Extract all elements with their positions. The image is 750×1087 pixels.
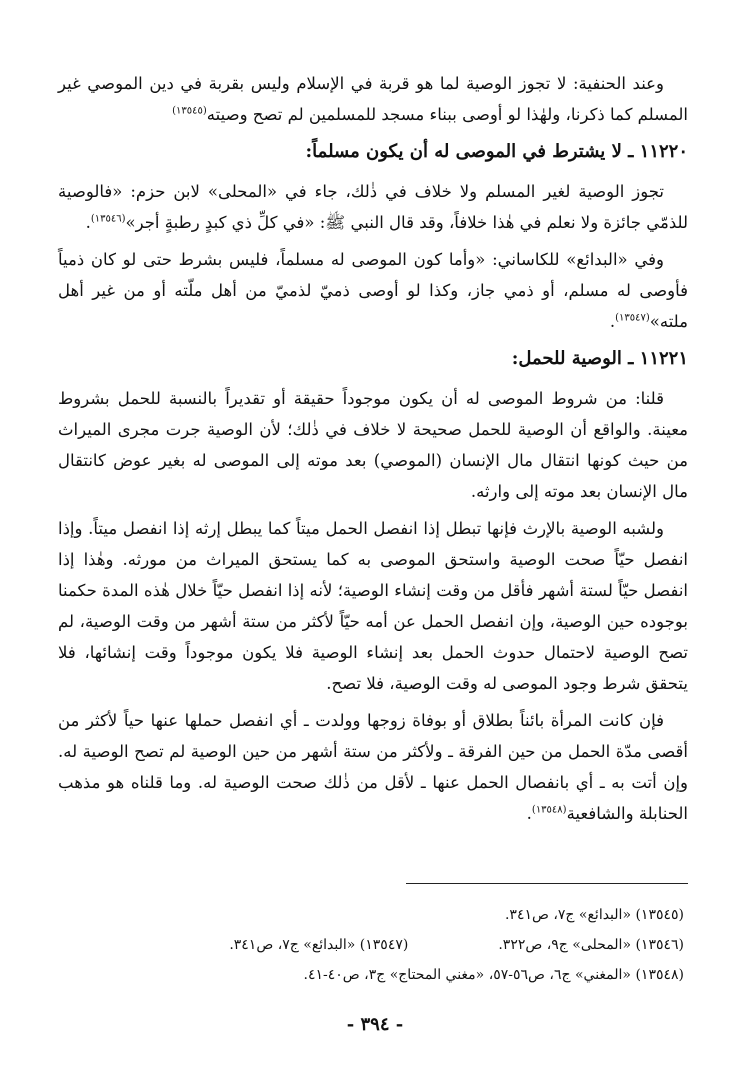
footnote-13545: (١٣٥٤٥) «البدائع» ج٧، ص٣٤١.	[504, 907, 684, 923]
footnote-row	[58, 960, 684, 990]
section-heading-11220: ١١٢٢٠ ـ لا يشترط في الموصى له أن يكون مسلماً:	[305, 141, 688, 162]
paragraph-conditions: قلنا: من شروط الموصى له أن يكون موجوداً حقيقة أو تقديراً بالنسبة للحمل بشروط معينة. والواقع أن الوصية للحمل صحيحة لا خلاف في ذٰلك؛ لأن الوصية جرت مجرى الميراث من حيث كونها انتقال مال الإنسان (الموصي) بعد موته إلى الموصى له بغير عوض كانتقال مال الإنسان بعد موته إلى وارثه.	[58, 389, 688, 501]
page-number: - ٣٩٤ -	[346, 1014, 404, 1035]
paragraph-hanafi	[58, 68, 688, 130]
paragraph-end: .	[526, 804, 532, 823]
footnote-row	[58, 900, 684, 930]
footnote-divider	[406, 883, 688, 884]
paragraph-text: وعند الحنفية: لا تجوز الوصية لما هو قربة في الإسلام وليس بقربة في دين الموصي غير المسلم كما ذكرنا، ولهٰذا لو أوصى ببناء مسجد للمسلمين لم تصح وصيته	[58, 74, 688, 124]
paragraph-text: تجوز الوصية لغير المسلم ولا خلاف في ذٰلك، جاء في «المحلى» لابن حزم: «فالوصية للذمّي جائزة ولا نعلم في هٰذا خلافاً، وقد قال النبي ﷺ: «في كلِّ ذي كبدٍ رطبةٍ أجر»	[58, 182, 688, 232]
footnote-ref: (١٣٥٤٨)	[531, 804, 567, 816]
footnote-ref: (١٣٥٤٦)	[90, 213, 126, 225]
paragraph-end: .	[85, 213, 91, 232]
footnote-row	[58, 930, 684, 960]
paragraph-divorce	[58, 705, 688, 829]
paragraph-muhalla	[58, 176, 688, 238]
footnote-13548: (١٣٥٤٨) «المغني» ج٦، ص٥٦-٥٧، «مغني المحتاج» ج٣، ص٤٠-٤١.	[303, 967, 684, 983]
footnote-13546: (١٣٥٤٦) «المحلى» ج٩، ص٣٢٢.	[498, 937, 684, 953]
footnote-ref: (١٣٥٤٥)	[172, 105, 207, 117]
footnotes	[58, 900, 684, 990]
paragraph-inheritance: ولشبه الوصية بالإرث فإنها تبطل إذا انفصل الحمل ميتاً كما يبطل إرثه إذا انفصل ميتاً. وإذا انفصل حيّاً صحت الوصية واستحق الموصى به كما يستحق الميراث من مورثه. وهٰذا إذا انفصل حيّاً لستة أشهر فأقل من وقت إنشاء الوصية؛ لأنه إذا انفصل حيّاً خلال هٰذه المدة حكمنا بوجوده حين الوصية، وإن انفصل الحمل عن أمه حيّاً لأكثر من ستة أشهر من وقت الوصية، لم تصح الوصية لاحتمال حدوث الحمل بعد إنشاء الوصية فلا يكون موجوداً وقت إنشائها، فلا يتحقق شرط وجود الموصى له وقت الوصية، فلا تصح.	[58, 519, 688, 693]
footnote-13547: (١٣٥٤٧) «البدائع» ج٧، ص٣٤١.	[229, 937, 409, 953]
paragraph-text: وفي «البدائع» للكاساني: «وأما كون الموصى له مسلماً، فليس بشرط حتى لو كان ذمياً فأوصى له مسلم، أو ذمي جاز، وكذا لو أوصى ذميّ لذميّ من أهل ملّته أو من غير أهل ملته»	[58, 250, 688, 331]
footnote-ref: (١٣٥٤٧)	[615, 312, 650, 324]
paragraph-end: .	[609, 312, 616, 331]
section-heading-11221: ١١٢٢١ ـ الوصية للحمل:	[511, 348, 688, 369]
paragraph-text: فإن كانت المرأة بائناً بطلاق أو بوفاة زوجها وولدت ـ أي انفصل حملها عنها حياً لأكثر من أقصى مدّة الحمل من حين الفرقة ـ ولأكثر من ستة أشهر من حين الوصية لم تصح الوصية له. وإن أتت به ـ أي بانفصال الحمل عنها ـ لأقل من ذٰلك صحت الوصية له. وما قلناه هو مذهب الحنابلة والشافعية	[58, 711, 688, 823]
paragraph-badai	[58, 244, 688, 337]
